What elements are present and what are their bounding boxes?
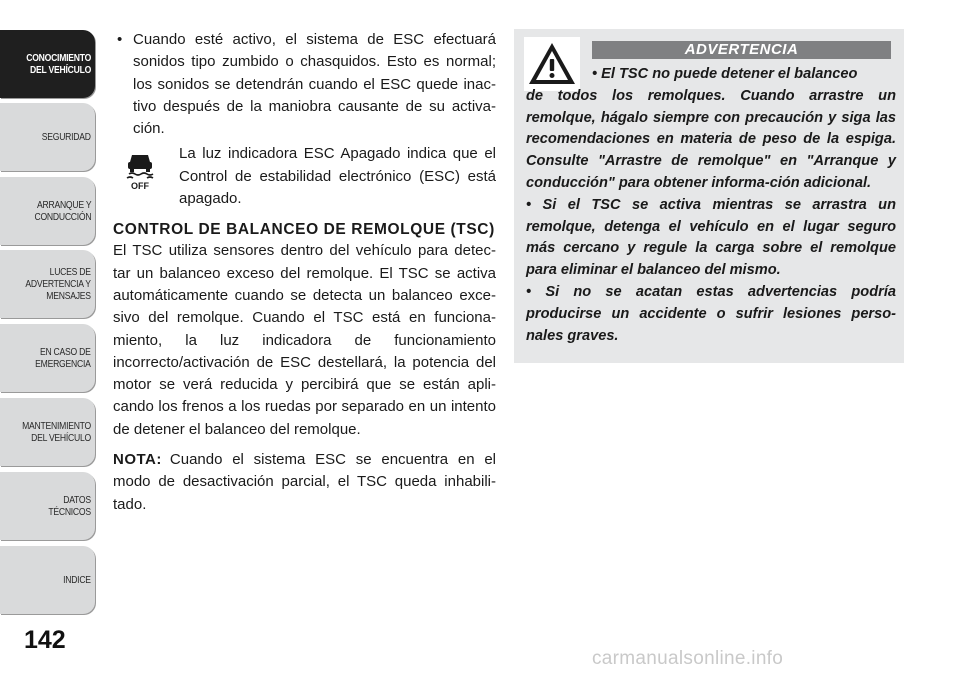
bullet-dot: • <box>117 31 123 48</box>
tab-label: MANTENIMIENTO DEL VEHÍCULO <box>22 420 91 444</box>
left-column <box>113 29 496 516</box>
tab-indice[interactable] <box>0 546 95 614</box>
tab-mantenimiento[interactable] <box>0 398 95 466</box>
tab-label: ARRANQUE Y CONDUCCIÓN <box>34 199 91 223</box>
tab-arranque-y-conduccion[interactable] <box>0 177 95 245</box>
watermark: carmanualsonline.info <box>592 648 784 669</box>
nota-text: Cuando el sistema ESC se encuentra en el modo de desactivación parcial, el TSC queda inhabili-tado. <box>113 451 496 513</box>
nota-paragraph <box>113 449 496 516</box>
tab-label: LUCES DE ADVERTENCIA Y MENSAJES <box>25 266 91 302</box>
bullet-text: Cuando esté activo, el sistema de ESC efectuará sonidos tipo zumbido o chasquidos. Esto es normal; los sonidos se detendrán cuando el ESC quede inac-tivo después de la maniobra causante de su activa-ción. <box>133 31 496 138</box>
warning-title: ADVERTENCIA <box>592 41 891 59</box>
tab-datos-tecnicos[interactable] <box>0 472 95 540</box>
tab-en-caso-de-emergencia[interactable] <box>0 324 95 392</box>
section-heading: CONTROL DE BALANCEO DE REMOLQUE (TSC) <box>113 221 495 239</box>
tab-conocimiento-del-vehiculo[interactable] <box>0 30 95 98</box>
tab-luces-de-advertencia[interactable] <box>0 250 95 318</box>
tsc-paragraph: El TSC utiliza sensores dentro del vehículo para detec-tar un balanceo exceso del remolque. El TSC se activa automáticamente cuando se detecta un balanceo exce-sivo del remolque. Cuando el TSC está en funciona-miento, la luz indicadora de funcionamiento incorrecto/activación de ESC destellará, la potencia del motor se verá reducida y percibirá que se están apli-cando los frenos a los ruedas por separado en un intento de detener el balanceo del remolque. <box>113 242 496 438</box>
warning-box <box>514 29 904 363</box>
warning-item-1-rest: de todos los remolques. Cuando arrastre un remolque, hágalo siempre con precaución y siga las recomendaciones en materia de peso de la espiga. Consulte "Arrastre de remolque" en "Arranque y conducción" para obtener informa-ción adicional. <box>526 87 896 191</box>
esc-off-icon-text: OFF <box>131 181 149 192</box>
warning-item-1-start: • El TSC no puede detener el balanceo <box>592 66 858 82</box>
warning-item-2: • Si el TSC se activa mientras se arrastra un remolque, detenga el vehículo en el lugar seguro más cercano y regule la carga sobre el remolque para eliminar el balanceo del mismo. <box>526 196 896 279</box>
warning-item-3: • Si no se acatan estas advertencias podría producirse un accidente o sufrir lesiones perso-nales graves. <box>526 283 896 344</box>
tab-label: EN CASO DE EMERGENCIA <box>35 346 91 370</box>
indicator-block <box>113 143 496 210</box>
esc-off-icon <box>123 151 157 191</box>
warning-text <box>526 64 896 347</box>
nota-label: NOTA: <box>113 451 162 469</box>
page-number: 142 <box>24 626 66 654</box>
tab-label: SEGURIDAD <box>42 131 91 143</box>
tab-label: INDICE <box>63 574 91 586</box>
bullet-item <box>113 29 496 140</box>
tab-label: DATOS TÉCNICOS <box>48 494 91 518</box>
tab-seguridad[interactable] <box>0 103 95 171</box>
indicator-text: La luz indicadora ESC Apagado indica que el Control de estabilidad electrónico (ESC) está apagado. <box>179 145 496 208</box>
tab-label: CONOCIMIENTO DEL VEHÍCULO <box>26 52 91 76</box>
